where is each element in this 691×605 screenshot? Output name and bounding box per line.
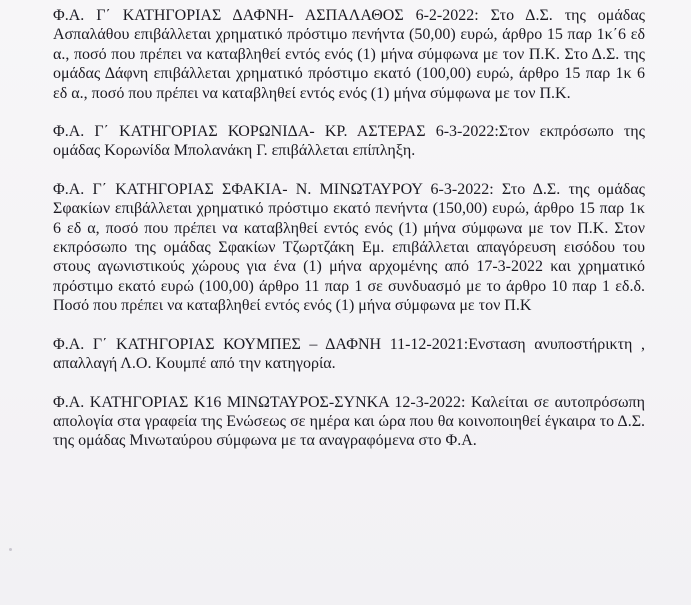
decision-paragraph-sfakia-minotavros: Φ.Α. Γ΄ ΚΑΤΗΓΟΡΙΑΣ ΣΦΑΚΙΑ- Ν. ΜΙΝΩΤΑΥΡΟΥ 6-3-2022: Στο Δ.Σ. της ομάδας Σφακίων επιβάλλεται χρηματικό πρόστιμο εκατό πενήντα (150,00) ευρώ, άρθρο 15 παρ 1κ 6 εδ α, ποσό που πρέπει να καταβληθεί εντός ενός (1) μήνα σύμφωνα με τον Π.Κ. Στον εκπρόσωπο της ομάδας Σφακίων Τζωρτζάκη Εμ. επιβάλλεται απαγόρευση εισόδου του στους αγωνιστικούς χώρους για ένα (1) μήνα αρχομένης από 17-3-2022 και χρηματικό πρόστιμο εκατό ευρώ (100,00) άρθρο 11 παρ 1 σε συνδυασμό με το άρθρο 10 παρ 1 εδ.δ. Ποσό που πρέπει να καταβληθεί εντός ενός (1) μήνα σύμφωνα με τον Π.Κ (53, 180, 645, 315)
decision-paragraph-koronida-asteras: Φ.Α. Γ΄ ΚΑΤΗΓΟΡΙΑΣ ΚΟΡΩΝΙΔΑ- ΚΡ. ΑΣΤΕΡΑΣ 6-3-2022:Στον εκπρόσωπο της ομάδας Κορωνίδα Μπολανάκη Γ. επιβάλλεται επίπληξη. (53, 123, 645, 160)
document-body (53, 6, 645, 451)
decision-paragraph-minotavros-synka: Φ.Α. ΚΑΤΗΓΟΡΙΑΣ Κ16 ΜΙΝΩΤΑΥΡΟΣ-ΣΥΝΚΑ 12-3-2022: Καλείται σε αυτοπρόσωπη απολογία στα γραφεία της Ενώσεως σε ημέρα και ώρα που θα κοινοποιηθεί έγκαιρα το Δ.Σ. της ομάδας Μινωταύρου σύμφωνα με τα αναγραφόμενα στο Φ.Α. (53, 393, 645, 450)
decision-paragraph-dafni-aspalathos: Φ.Α. Γ΄ ΚΑΤΗΓΟΡΙΑΣ ΔΑΦΝΗ- ΑΣΠΑΛΑΘΟΣ 6-2-2022: Στο Δ.Σ. της ομάδας Ασπαλάθου επιβάλλεται χρηματικό πρόστιμο πενήντα (50,00) ευρώ, άρθρο 15 παρ 1κ΄6 εδ α., ποσό που πρέπει να καταβληθεί εντός ενός (1) μήνα σύμφωνα με τον Π.Κ. Στο Δ.Σ. της ομάδας Δάφνη επιβάλλεται χρηματικό πρόστιμο εκατό (100,00) ευρώ, άρθρο 15 παρ 1κ 6 εδ α., ποσό που πρέπει να καταβληθεί εντός ενός (1) μήνα σύμφωνα με τον Π.Κ. (53, 7, 645, 102)
scan-speck (9, 548, 12, 551)
decision-paragraph-koumpes-dafni: Φ.Α. Γ΄ ΚΑΤΗΓΟΡΙΑΣ ΚΟΥΜΠΕΣ – ΔΑΦΝΗ 11-12-2021:Ενσταση ανυποστήρικτη , απαλλαγή Λ.Ο. Κουμπέ από την κατηγορία. (53, 335, 645, 373)
